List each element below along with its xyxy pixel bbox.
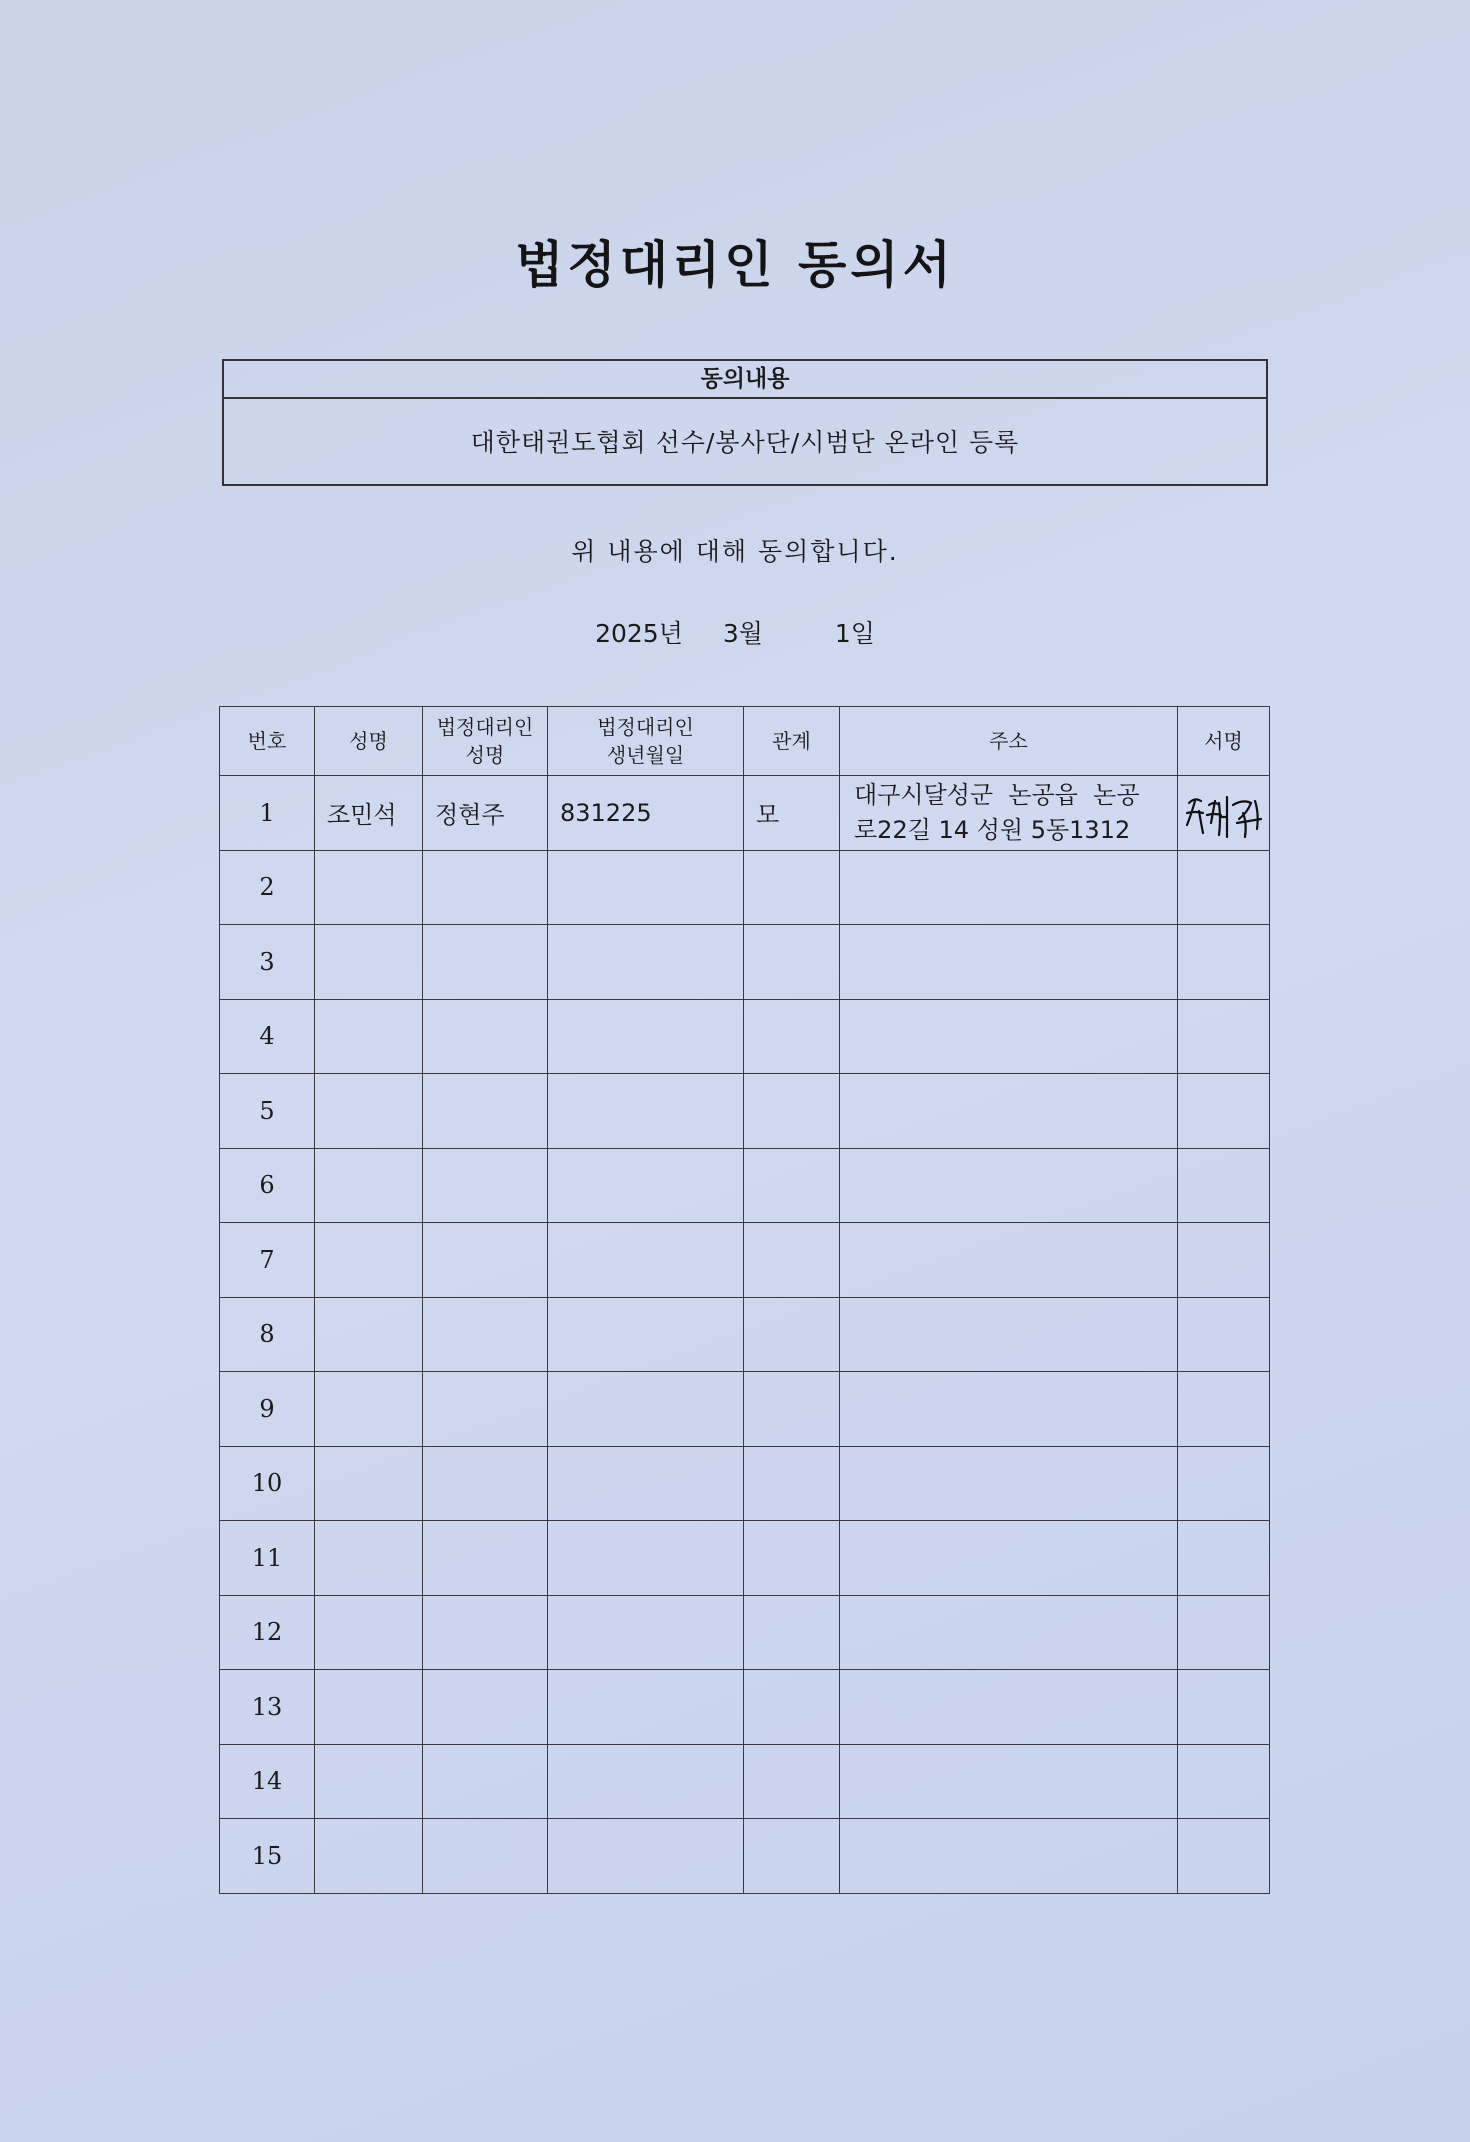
cell-address <box>840 776 1178 851</box>
cell-number: 14 <box>220 1744 315 1819</box>
consent-box-header: 동의내용 <box>224 361 1266 399</box>
cell-number: 11 <box>220 1521 315 1596</box>
header-guardian-birth-line1: 법정대리인 <box>597 715 694 739</box>
cell-number: 4 <box>220 999 315 1074</box>
table-row <box>220 1297 1270 1372</box>
cell-number: 7 <box>220 1223 315 1298</box>
guardian-roster-table <box>219 706 1270 1894</box>
table-row <box>220 776 1270 851</box>
header-signature: 서명 <box>1178 707 1270 776</box>
table-row <box>220 1670 1270 1745</box>
date-month: 3월 <box>722 619 763 648</box>
address-line-1: 대구시달성군 논공읍 논공 <box>854 780 1140 809</box>
cell-signature <box>1178 776 1270 851</box>
consent-content-box <box>222 359 1268 486</box>
table-row <box>220 1521 1270 1596</box>
cell-number: 12 <box>220 1595 315 1670</box>
cell-number: 6 <box>220 1148 315 1223</box>
table-row <box>220 1744 1270 1819</box>
address-line-2: 로22길 14 성원 5동1312 <box>854 815 1131 844</box>
cell-number: 9 <box>220 1372 315 1447</box>
table-row <box>220 850 1270 925</box>
cell-guardian-name: 정현주 <box>423 776 548 851</box>
handwritten-signature <box>1181 783 1267 843</box>
cell-number: 2 <box>220 850 315 925</box>
table-row <box>220 925 1270 1000</box>
table-header-row <box>220 707 1270 776</box>
header-address: 주소 <box>840 707 1178 776</box>
cell-number: 1 <box>220 776 315 851</box>
consent-box-content: 대한태권도협회 선수/봉사단/시범단 온라인 등록 <box>470 428 1020 457</box>
header-name: 성명 <box>315 707 423 776</box>
header-number: 번호 <box>220 707 315 776</box>
header-relation: 관계 <box>744 707 840 776</box>
header-guardian-birth-line2: 생년월일 <box>606 743 685 767</box>
cell-guardian-birthdate: 831225 <box>548 776 744 851</box>
table-row <box>220 999 1270 1074</box>
cell-number: 5 <box>220 1074 315 1149</box>
header-guardian-name-line1: 법정대리인 <box>436 715 534 739</box>
table-row <box>220 1372 1270 1447</box>
header-guardian-name <box>423 707 548 776</box>
cell-relation: 모 <box>744 776 840 851</box>
header-guardian-name-line2: 성명 <box>465 743 505 767</box>
date-day: 1일 <box>834 619 875 648</box>
cell-number: 15 <box>220 1819 315 1894</box>
table-row <box>220 1446 1270 1521</box>
table-row <box>220 1074 1270 1149</box>
cell-number: 3 <box>220 925 315 1000</box>
table-row <box>220 1148 1270 1223</box>
header-guardian-birthdate <box>548 707 744 776</box>
document-title: 법정대리인 동의서 <box>515 236 955 294</box>
date-year: 2025년 <box>595 619 683 648</box>
cell-number: 8 <box>220 1297 315 1372</box>
consent-date <box>0 614 1470 650</box>
agreement-statement: 위 내용에 대해 동의합니다. <box>571 537 899 566</box>
table-row <box>220 1595 1270 1670</box>
cell-number: 13 <box>220 1670 315 1745</box>
table-row <box>220 1819 1270 1894</box>
cell-name: 조민석 <box>315 776 423 851</box>
table-row <box>220 1223 1270 1298</box>
cell-number: 10 <box>220 1446 315 1521</box>
